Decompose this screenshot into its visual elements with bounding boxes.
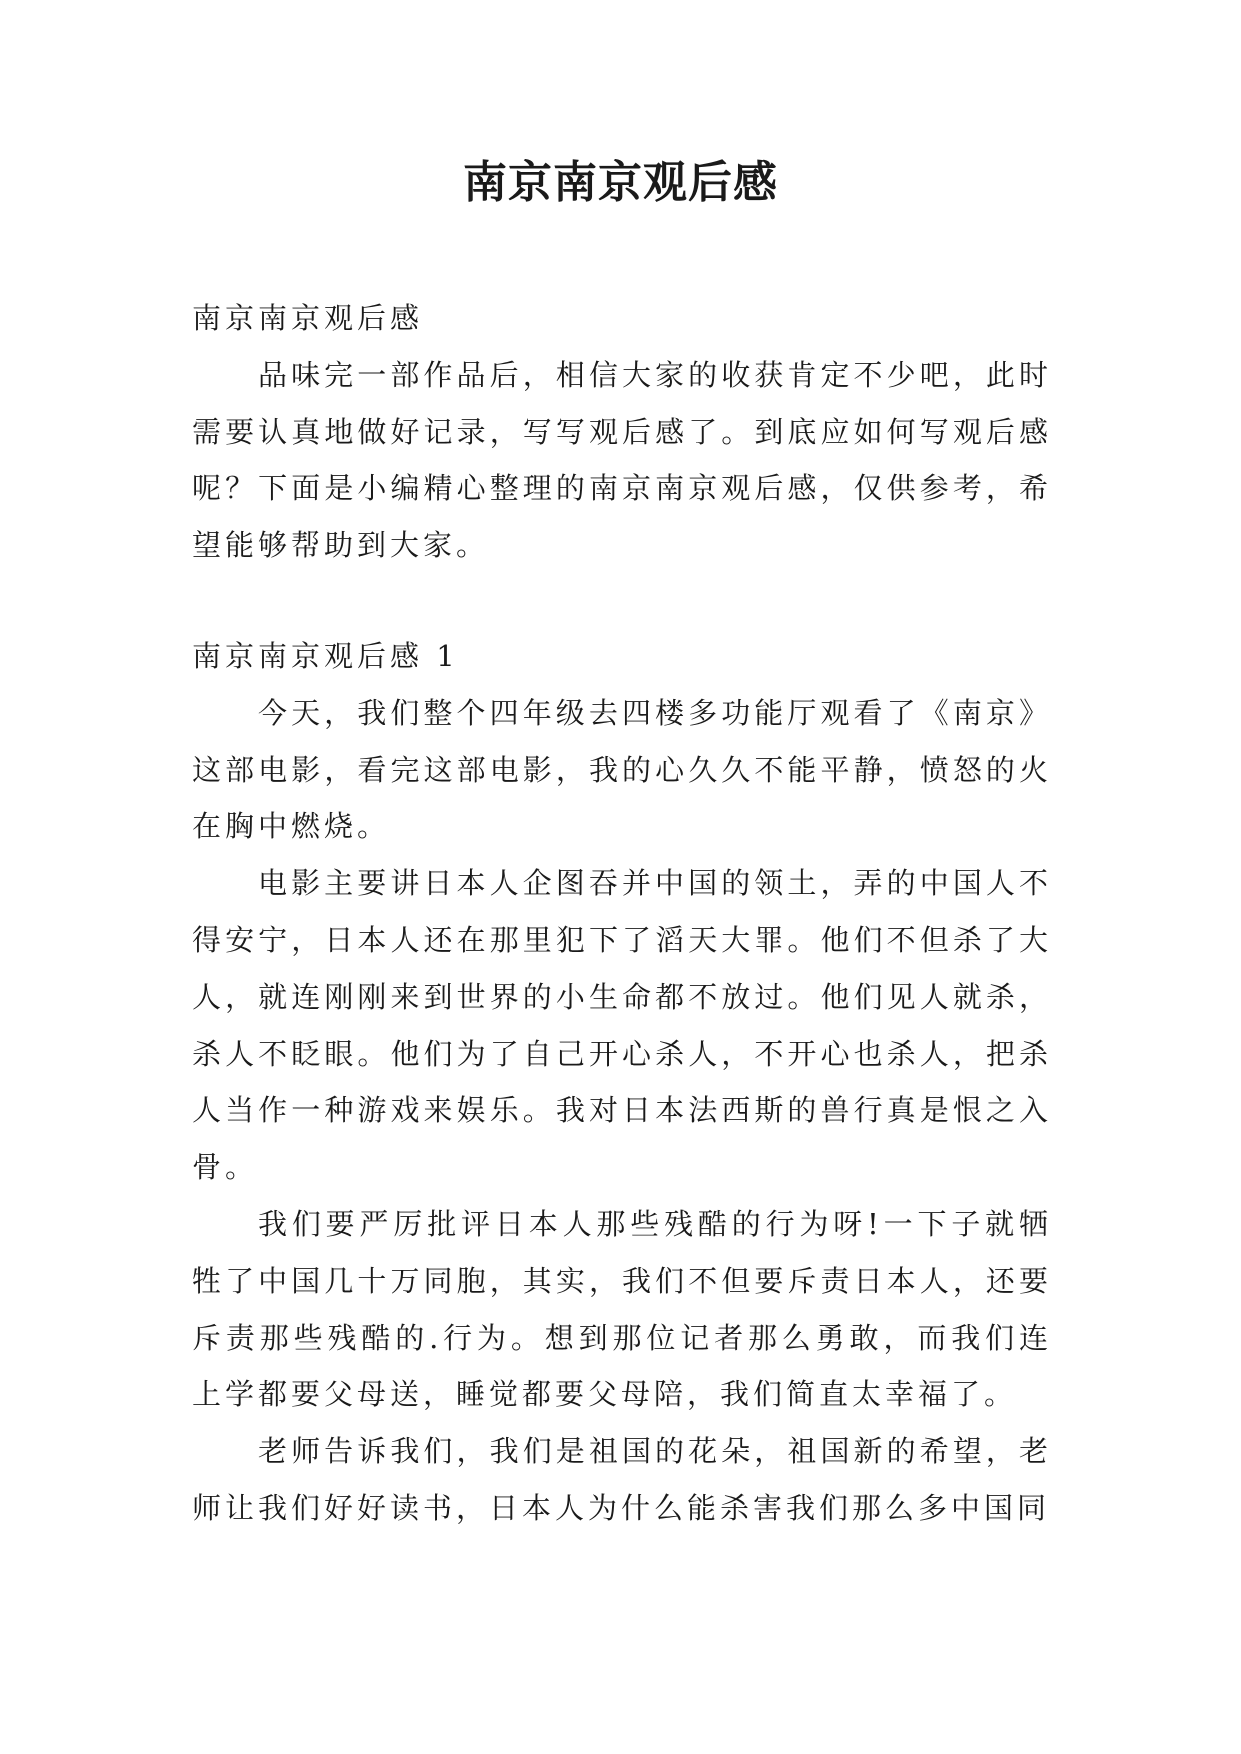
section-heading: 南京南京观后感 1 xyxy=(192,638,459,673)
body-paragraph: 今天，我们整个四年级去四楼多功能厅观看了《南京》这部电影，看完这部电影，我的心久久不能平静，愤怒的火在胸中燃烧。 xyxy=(192,695,1052,844)
intro-paragraph: 品味完一部作品后，相信大家的收获肯定不少吧，此时需要认真地做好记录，写写观后感了。到底应如何写观后感呢？下面是小编精心整理的南京南京观后感，仅供参考，希望能够帮助到大家。 xyxy=(192,357,1052,563)
document-title: 南京南京观后感 xyxy=(463,157,778,208)
body-paragraph: 电影主要讲日本人企图吞并中国的领土，弄的中国人不得安宁，日本人还在那里犯下了滔天大罪。他们不但杀了大人，就连刚刚来到世界的小生命都不放过。他们见人就杀，杀人不眨眼。他们为了自己开心杀人，不开心也杀人，把杀人当作一种游戏来娱乐。我对日本法西斯的兽行真是恨之入骨。 xyxy=(192,866,1052,1185)
body-paragraph: 老师告诉我们，我们是祖国的花朵，祖国新的希望，老师让我们好好读书，日本人为什么能杀害我们那么多中国同 xyxy=(192,1434,1052,1525)
subtitle: 南京南京观后感 xyxy=(192,301,424,335)
document-body xyxy=(192,290,1052,1537)
body-paragraph: 我们要严厉批评日本人那些残酷的行为呀!一下子就牺牲了中国几十万同胞，其实，我们不但要斥责日本人，还要斥责那些残酷的.行为。想到那位记者那么勇敢，而我们连上学都要父母送，睡觉都要父母陪，我们简直太幸福了。 xyxy=(192,1206,1052,1412)
